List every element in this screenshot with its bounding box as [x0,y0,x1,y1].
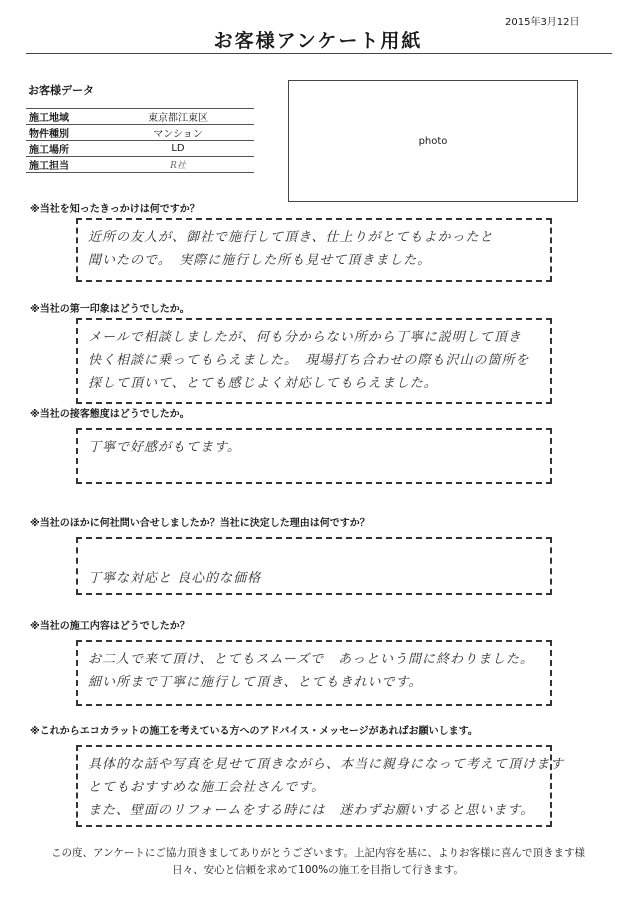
question-first-impression: ※当社の第一印象はどうでしたか。 [30,304,190,315]
title-divider [26,53,612,54]
row-label: 施工地域 [26,109,102,125]
question-other-companies: ※当社のほかに何社問い合せしましたか？当社に決定した理由は何ですか？ [30,518,370,529]
closing-line: この度、アンケートにご協力頂きましてありがとうございます。上記内容を基に、よりお客様に喜んで頂きます様 [50,847,586,859]
row-value: マンション [102,125,254,141]
customer-row-staff [26,157,254,173]
customer-row-area [26,109,254,125]
page-title: お客様アンケート用紙 [213,30,423,52]
closing-line: 日々、安心と信頼を求めて100%の施工を目指して行きます。 [172,864,464,876]
answer-line: また、壁面のリフォームをする時には 迷わずお願いすると思います。 [88,803,535,818]
answer-advice-message [76,745,565,827]
row-label: 施工場所 [26,141,102,157]
question-how-found: ※当社を知ったきっかけは何ですか？ [30,204,200,215]
row-value: R社 [102,157,254,173]
answer-line: 丁寧で好感がもてます。 [88,440,241,455]
answer-other-companies [76,537,552,595]
answer-line: 快く相談に乗ってもらえました。 現場打ち合わせの際も沢山の箇所を [88,353,530,368]
row-value: 東京都江東区 [102,109,254,125]
row-label: 物件種別 [26,125,102,141]
row-label: 施工担当 [26,157,102,173]
answer-line: とてもおすすめな施工会社さんです。 [88,780,326,795]
customer-data-heading: お客様データ [28,84,94,97]
answer-line: 近所の友人が、御社で施行して頂き、仕上りがとてもよかったと [88,230,494,245]
photo-label: photo [418,135,448,147]
photo-placeholder [288,80,578,202]
answer-line: 聞いたので。 実際に施行した所も見せて頂きました。 [88,253,432,268]
survey-date: 2015年3月12日 [505,17,580,28]
answer-line: 丁寧な対応と 良心的な価格 [88,571,262,586]
answer-line: 細い所まで丁寧に施行して頂き、とてもきれいです。 [88,675,423,690]
question-construction-quality: ※当社の施工内容はどうでしたか？ [30,621,190,632]
customer-row-property-type [26,125,254,141]
customer-row-location [26,141,254,157]
answer-line: メールで相談しましたが、何も分からない所から丁寧に説明して頂き [88,330,522,345]
answer-construction-quality [76,640,552,706]
question-service-attitude: ※当社の接客態度はどうでしたか。 [30,409,190,420]
closing-message [0,845,636,879]
customer-data-table [26,108,254,173]
answer-line: 具体的な話や写真を見せて頂きながら、本当に親身になって考えて頂けます [88,757,565,772]
row-value: LD [102,141,254,157]
answer-how-found [76,218,552,282]
answer-line: 探して頂いて、とても感じよく対応してもらえました。 [88,376,438,391]
answer-first-impression [76,318,552,404]
answer-service-attitude [76,428,552,484]
answer-line: お二人で来て頂け、とてもスムーズで あっという間に終わりました。 [88,652,535,667]
question-advice-message: ※これからエコカラットの施工を考えている方へのアドバイス・メッセージがあればお願いします。 [30,726,478,737]
